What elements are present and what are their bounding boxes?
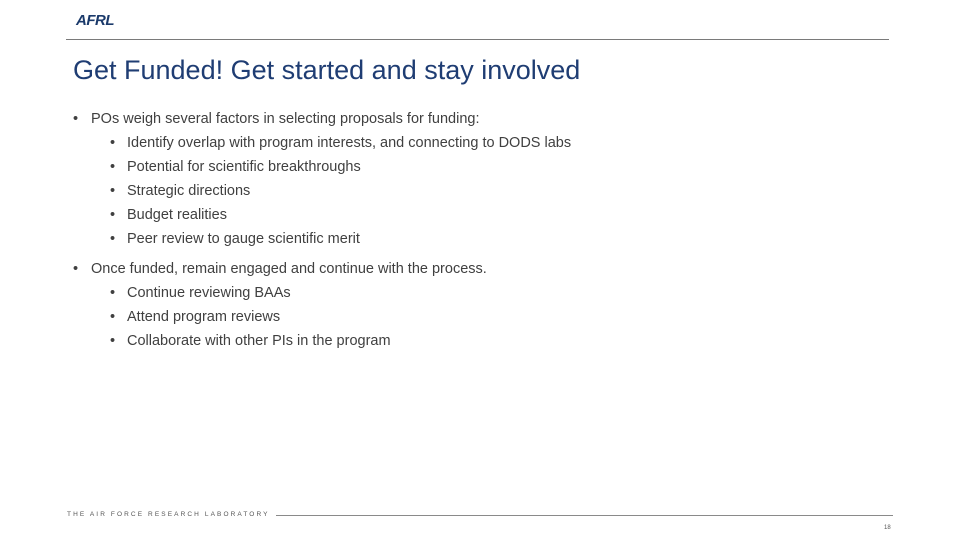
sub-bullet-text: Continue reviewing BAAs [127,285,291,301]
footer-divider [276,515,893,516]
sub-bullet-text: Potential for scientific breakthroughs [127,159,361,175]
bullet-dot: • [110,309,116,325]
page-number: 18 [884,525,891,531]
sub-bullet-text: Collaborate with other PIs in the program [127,333,391,349]
sub-bullet-text: Strategic directions [127,183,251,199]
sub-bullet-text: Peer review to gauge scientific merit [127,231,360,247]
header-divider [66,39,889,40]
afrl-logo: AFRL [76,12,114,29]
bullet-dot: • [110,159,116,175]
slide-title: Get Funded! Get started and stay involved [73,55,581,85]
sub-bullet-text: Attend program reviews [127,309,281,325]
sub-bullet-text: Identify overlap with program interests, and connecting to DODS labs [127,135,572,151]
bullet-dot: • [110,183,116,199]
bullet-dot: • [110,285,116,301]
footer-lab-name: THE AIR FORCE RESEARCH LABORATORY [67,511,270,518]
bullet-dot: • [110,207,116,223]
bullet-dot: • [73,261,79,277]
bullet-dot: • [110,231,116,247]
bullet-text: Once funded, remain engaged and continue with the process. [91,261,487,277]
sub-bullet-text: Budget realities [127,207,227,223]
bullet-text: POs weigh several factors in selecting proposals for funding: [91,111,480,127]
bullet-dot: • [110,333,116,349]
bullet-dot: • [73,111,79,127]
bullet-dot: • [110,135,116,151]
